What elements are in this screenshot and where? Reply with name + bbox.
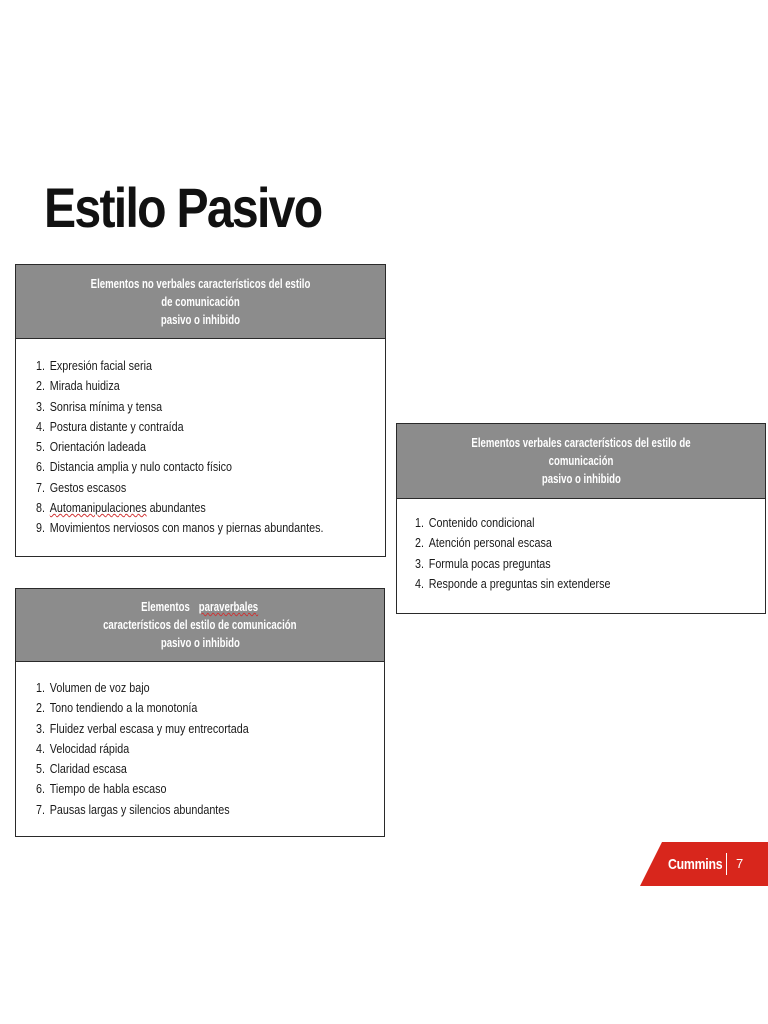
item-text: Orientación ladeada: [49, 440, 146, 455]
paraverbal-header-keyword: paraverbales: [198, 599, 258, 614]
paraverbal-box-header: [16, 589, 384, 662]
list-item: [36, 759, 335, 779]
item-number: 2.: [415, 536, 424, 551]
list-item: [36, 397, 336, 417]
item-number: 9.: [36, 521, 45, 536]
page-number: 7: [736, 856, 744, 871]
list-item: [36, 800, 335, 820]
paraverbal-list: [16, 662, 384, 820]
list-item: [36, 356, 336, 376]
brand-divider: [726, 853, 727, 875]
list-item: [36, 376, 336, 396]
item-number: 6.: [36, 782, 45, 797]
list-item: [415, 533, 716, 553]
item-number: 1.: [36, 359, 45, 373]
list-item: [36, 518, 336, 538]
list-item: [36, 498, 336, 518]
nonverbal-box-header: [16, 265, 385, 339]
list-item: [36, 698, 335, 718]
verbal-box-header: [397, 424, 765, 499]
item-text: Pausas largas y silencios abundantes: [49, 802, 230, 817]
item-number: 3.: [415, 556, 424, 571]
item-number: 8.: [36, 501, 45, 516]
item-number: 5.: [36, 762, 45, 777]
item-number: 2.: [36, 379, 45, 394]
nonverbal-header-line1: Elementos no verbales característicos del estilo de comunicación: [90, 275, 311, 309]
verbal-list: [397, 499, 765, 594]
item-number: 4.: [415, 576, 424, 591]
paraverbal-elements-box: [15, 588, 385, 837]
item-number: 5.: [36, 440, 45, 455]
item-number: 4.: [36, 741, 45, 756]
item-text: Movimientos nerviosos con manos y piernas abundantes.: [49, 521, 324, 536]
item-number: 3.: [36, 721, 45, 736]
item-text-spellcheck: Automanipulaciones: [49, 501, 147, 516]
verbal-elements-box: [396, 423, 766, 614]
nonverbal-elements-box: [15, 264, 386, 557]
item-number: 4.: [36, 419, 45, 434]
list-item: [415, 554, 716, 574]
item-number: 7.: [36, 480, 45, 495]
item-text: Postura distante y contraída: [49, 419, 184, 434]
item-number: 2.: [36, 701, 45, 716]
item-number: 1.: [415, 516, 424, 530]
item-number: 1.: [36, 681, 45, 695]
item-text: Gestos escasos: [49, 480, 127, 495]
list-item: [36, 457, 336, 477]
verbal-header-line2: pasivo o inhibido: [541, 471, 621, 486]
paraverbal-header-line1-a: Elementos: [141, 599, 190, 614]
brand-logo: Cummins: [668, 856, 723, 873]
item-text: Tiempo de habla escaso: [49, 782, 167, 797]
item-text: Velocidad rápida: [49, 741, 130, 756]
list-item: [415, 513, 716, 533]
paraverbal-header-line2: pasivo o inhibido: [160, 635, 240, 650]
item-text: Contenido condicional: [428, 516, 535, 530]
item-text: Expresión facial seria: [49, 359, 152, 373]
item-text: Claridad escasa: [49, 762, 127, 777]
item-text: Volumen de voz bajo: [49, 681, 150, 695]
list-item: [36, 678, 335, 698]
list-item: [36, 779, 335, 799]
item-number: 7.: [36, 802, 45, 817]
nonverbal-header-line2: pasivo o inhibido: [160, 311, 241, 327]
list-item: [36, 739, 335, 759]
paraverbal-header-line1-c: característicos del estilo de comunicación: [103, 617, 297, 632]
item-text: Formula pocas preguntas: [428, 556, 551, 571]
item-number: 3.: [36, 399, 45, 414]
item-text: Responde a preguntas sin extenderse: [428, 576, 611, 591]
item-text: Mirada huidiza: [49, 379, 120, 394]
item-text: Tono tendiendo a la monotonía: [49, 701, 198, 716]
slide-title: Estilo Pasivo: [44, 176, 322, 239]
verbal-header-line1: Elementos verbales característicos del estilo de comunicación: [471, 435, 691, 468]
item-number: 6.: [36, 460, 45, 475]
nonverbal-list: [16, 339, 385, 539]
list-item: [36, 437, 336, 457]
list-item: [36, 417, 336, 437]
item-text: abundantes: [146, 501, 206, 516]
item-text: Sonrisa mínima y tensa: [49, 399, 163, 414]
list-item: [415, 574, 716, 594]
list-item: [36, 719, 335, 739]
item-text: Fluidez verbal escasa y muy entrecortada: [49, 721, 249, 736]
item-text: Distancia amplia y nulo contacto físico: [49, 460, 233, 475]
list-item: [36, 478, 336, 498]
item-text: Atención personal escasa: [428, 536, 552, 551]
